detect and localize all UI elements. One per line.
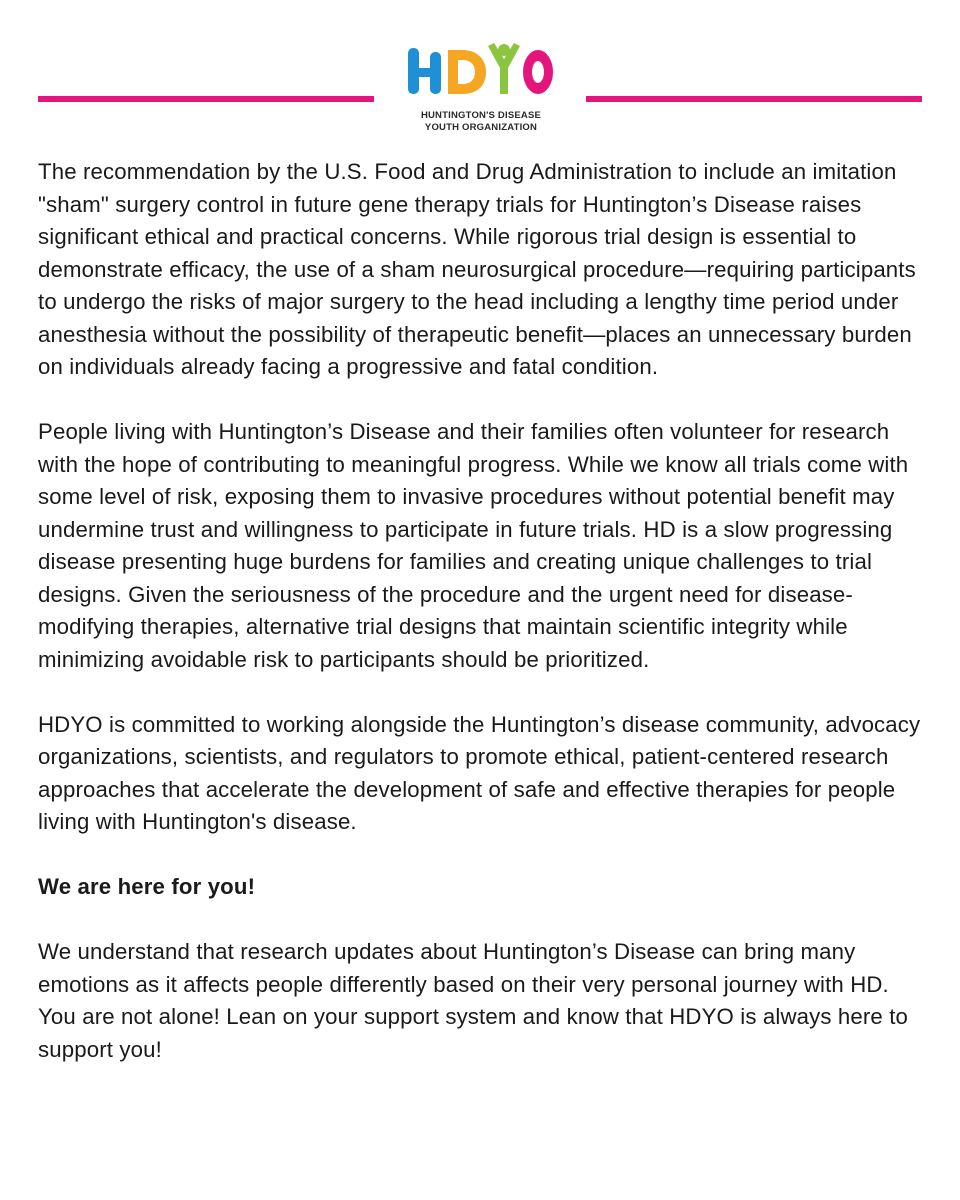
paragraph-hdyo-commitment: HDYO is committed to working alongside the Huntington’s disease community, advocacy organizations, scientists, and regulators to promote ethical, patient-centered research approaches that accelerate the development of safe and effective therapies for people living with Huntington's disease. xyxy=(38,711,921,834)
hdyo-logo xyxy=(396,38,566,146)
hdyo-wordmark-graphic xyxy=(396,38,566,108)
divider-left xyxy=(38,96,374,102)
support-text: We understand that research updates about Huntington’s Disease can bring many emotions as it affects people differently based on their very personal journey with HD. You are not alone! Lean on your support system and know that HDYO is always here to support you! xyxy=(38,939,909,1062)
paragraph-participant-trust: People living with Huntington’s Disease and their families often volunteer for research with the hope of contributing to meaningful progress. While we know all trials come with some level of risk, exposing them to invasive procedures without potential benefit may undermine trust and willingness to participate in future trials. HD is a slow progressing disease presenting huge burdens for families and creating unique challenges to trial designs. Given the seriousness of the procedure and the urgent need for disease-modifying therapies, alternative trial designs that maintain scientific integrity while minimizing avoidable risk to participants should be prioritized. xyxy=(38,419,909,672)
logo-subtitle-line1: HUNTINGTON'S DISEASE xyxy=(420,110,542,121)
divider-right xyxy=(586,96,922,102)
logo-subtitle-line2: YOUTH ORGANIZATION xyxy=(424,122,538,133)
paragraph-sham-surgery-concerns: The recommendation by the U.S. Food and Drug Administration to include an imitation "sham" surgery control in future gene therapy trials for Huntington’s Disease raises significant ethical and practical concerns. While rigorous trial design is essential to demonstrate efficacy, the use of a sham neurosurgical procedure—requiring participants to undergo the risks of major surgery to the head including a lengthy time period under anesthesia without the possibility of therapeutic benefit—places an unnecessary burden on individuals already facing a progressive and fatal condition. xyxy=(38,159,916,379)
header xyxy=(0,0,960,150)
statement-body xyxy=(38,156,928,1066)
support-heading: We are here for you! xyxy=(38,874,256,899)
